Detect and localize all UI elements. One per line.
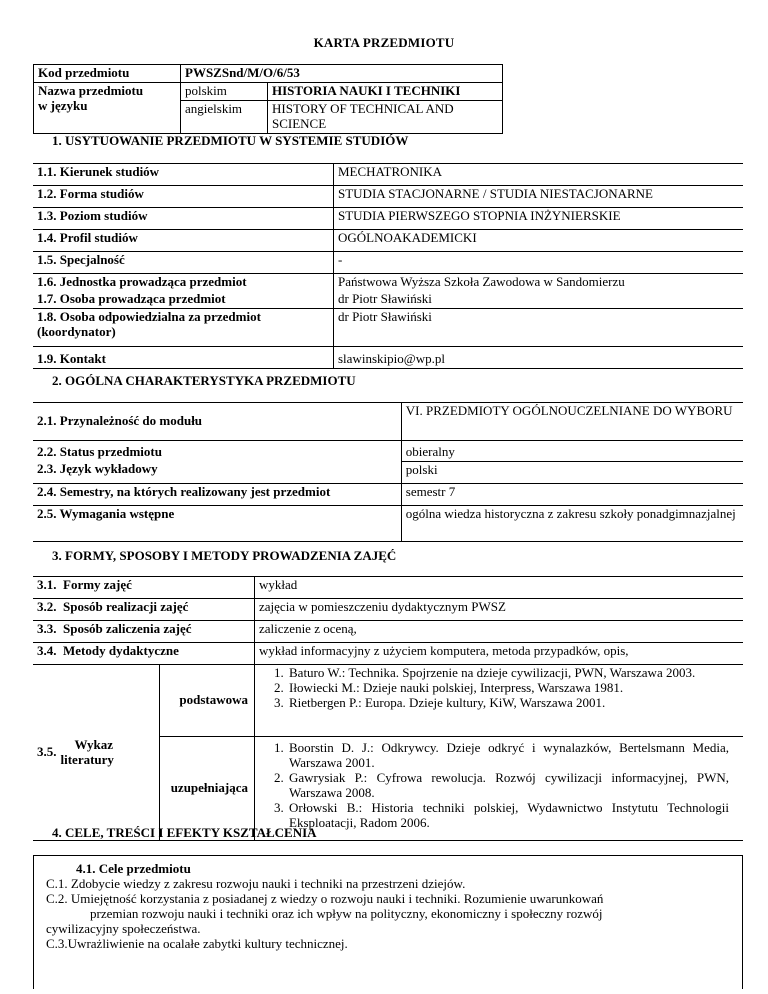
s1-value: MECHATRONIKA [334, 164, 744, 186]
literature-label-line2: literatury [60, 751, 114, 767]
goal-c3: C.3.Uwrażliwienie na ocalałe zabytki kultury technicznej. [46, 935, 348, 951]
goal-c1: C.1. Zdobycie wiedzy z zakresu rozwoju nauki i techniki na przestrzeni dziejów. [46, 875, 466, 891]
s3-label-text: Metody dydaktyczne [63, 643, 179, 658]
s1-label: 1.4. Profil studiów [33, 230, 334, 252]
s3-num: 3.3. [37, 621, 57, 636]
s3-label [33, 643, 255, 665]
s2-value: polski [401, 461, 743, 483]
literature-item: 2. Gawrysiak P.: Cyfrowa rewolucja. Rozwój cywilizacji informacyjnej, PWN, Warszawa 2008. [287, 771, 729, 801]
course-header-table [33, 64, 503, 134]
s3-label [33, 599, 255, 621]
literature-label-text [61, 738, 114, 768]
language-polish-label: polskim [181, 82, 268, 100]
s1-value: Państwowa Wyższa Szkoła Zawodowa w Sandomierzu [334, 274, 744, 291]
s2-label: 2.1. Przynależność do modułu [33, 403, 401, 441]
s2-value: obieralny [401, 441, 743, 462]
s1-label: 1.2. Forma studiów [33, 186, 334, 208]
s2-label: 2.4. Semestry, na których realizowany jest przedmiot [33, 483, 401, 505]
s1-value: STUDIA STACJONARNE / STUDIA NIESTACJONARNE [334, 186, 744, 208]
s2-value: semestr 7 [401, 483, 743, 505]
goal-c2-line1: C.2. Umiejętność korzystania z posiadanej z wiedzy o rozwoju nauki i techniki. Rozumienie uwarunkowań [46, 890, 604, 906]
goal-c2-line3: cywilizacyjny społeczeństwa. [46, 920, 201, 936]
s1-contact-value: slawinskipio@wp.pl [334, 346, 744, 368]
course-code-value: PWSZSnd/M/O/6/53 [181, 65, 503, 83]
literature-item: 1. Boorstin D. J.: Odkrywcy. Dzieje odkryć i wynalazków, Bertelsmann Media, Warszawa 2001. [287, 741, 729, 771]
s3-value: zaliczenie z oceną, [255, 621, 744, 643]
document-title: KARTA PRZEDMIOTU [313, 35, 455, 50]
course-code-label: Kod przedmiotu [34, 65, 181, 83]
goals-subheading: 4.1. Cele przedmiotu [76, 861, 191, 876]
s1-label: 1.1. Kierunek studiów [33, 164, 334, 186]
s3-value: zajęcia w pomieszczeniu dydaktycznym PWSZ [255, 599, 744, 621]
s1-value: dr Piotr Sławiński [334, 308, 744, 346]
section-2-heading: 2. OGÓLNA CHARAKTERYSTYKA PRZEDMIOTU [52, 373, 356, 388]
s1-label: 1.5. Specjalność [33, 252, 334, 274]
supplementary-literature-list [255, 737, 744, 841]
supplementary-literature-ol [259, 741, 729, 831]
course-name-polish: HISTORIA NAUKI I TECHNIKI [268, 82, 503, 100]
s2-value: ogólna wiedza historyczna z zakresu szkoły ponadgimnazjalnej [401, 505, 743, 541]
section-2-table [33, 402, 743, 542]
section-4-heading: 4. CELE, TREŚCI I EFEKTY KSZTAŁCENIA [52, 825, 317, 840]
s1-label: 1.9. Kontakt [33, 346, 334, 368]
s1-label: 1.6. Jednostka prowadząca przedmiot [33, 274, 334, 291]
basic-literature-ol [259, 666, 729, 711]
literature-item: 3. Rietbergen P.: Europa. Dzieje kultury, KiW, Warszawa 2001. [287, 696, 729, 711]
s3-num: 3.2. [37, 599, 57, 614]
s3-num: 3.1. [37, 577, 57, 592]
course-name-english: HISTORY OF TECHNICAL AND SCIENCE [268, 100, 503, 133]
s1-label: 1.3. Poziom studiów [33, 208, 334, 230]
s2-value: VI. PRZEDMIOTY OGÓLNOUCZELNIANE DO WYBORU [401, 403, 743, 441]
literature-item: 2. Iłowiecki M.: Dzieje nauki polskiej, Interpress, Warszawa 1981. [287, 681, 729, 696]
s2-label: 2.3. Język wykładowy [33, 461, 401, 483]
s1-label: 1.7. Osoba prowadząca przedmiot [33, 291, 334, 308]
s1-label: 1.8. Osoba odpowiedzialna za przedmiot (koordynator) [33, 308, 334, 346]
basic-literature-list [255, 665, 744, 737]
s1-value: OGÓLNOAKADEMICKI [334, 230, 744, 252]
supplementary-literature-label: uzupełniająca [160, 737, 255, 841]
literature-item: 3. Orłowski B.: Historia techniki polskiej, Wydawnictwo Instytutu Technologii Eksploatacji, Radom 2006. [287, 801, 729, 831]
s3-label [33, 577, 255, 599]
goal-c2-line2: przemian rozwoju nauki i techniki oraz ich wpływ na polityczny, ekonomiczny i społeczny rozwój [90, 905, 603, 921]
s1-value: - [334, 252, 744, 274]
s1-value: dr Piotr Sławiński [334, 291, 744, 308]
s3-value: wykład informacyjny z użyciem komputera, metoda przypadków, opis, [255, 643, 744, 665]
s1-value: STUDIA PIERWSZEGO STOPNIA INŻYNIERSKIE [334, 208, 744, 230]
basic-literature-label: podstawowa [160, 665, 255, 737]
section-3-heading: 3. FORMY, SPOSOBY I METODY PROWADZENIA ZAJĘĆ [52, 548, 397, 563]
s3-label [33, 621, 255, 643]
literature-label-line1: Wykaz [74, 736, 114, 752]
literature-item: 1. Baturo W.: Technika. Spojrzenie na dzieje cywilizacji, PWN, Warszawa 2003. [287, 666, 729, 681]
course-name-label [34, 82, 181, 133]
literature-num: 3.5. [37, 744, 57, 760]
section-1-table [33, 163, 743, 369]
course-name-label-line1: Nazwa przedmiotu [38, 82, 144, 98]
goals-box [33, 855, 743, 989]
s3-num: 3.4. [37, 643, 57, 658]
s3-label-text: Sposób zaliczenia zajęć [63, 621, 192, 636]
s3-label-text: Formy zajęć [63, 577, 132, 592]
literature-label-layout [37, 738, 114, 768]
section-3-table [33, 576, 743, 841]
s2-label: 2.2. Status przedmiotu [33, 441, 401, 462]
course-name-label-line2: w języku [38, 97, 88, 113]
language-english-label: angielskim [181, 100, 268, 133]
s3-label-text: Sposób realizacji zajęć [63, 599, 189, 614]
literature-label [33, 665, 160, 841]
s3-value: wykład [255, 577, 744, 599]
s2-label: 2.5. Wymagania wstępne [33, 505, 401, 541]
section-1-heading: 1. USYTUOWANIE PRZEDMIOTU W SYSTEMIE STUDIÓW [52, 133, 409, 148]
